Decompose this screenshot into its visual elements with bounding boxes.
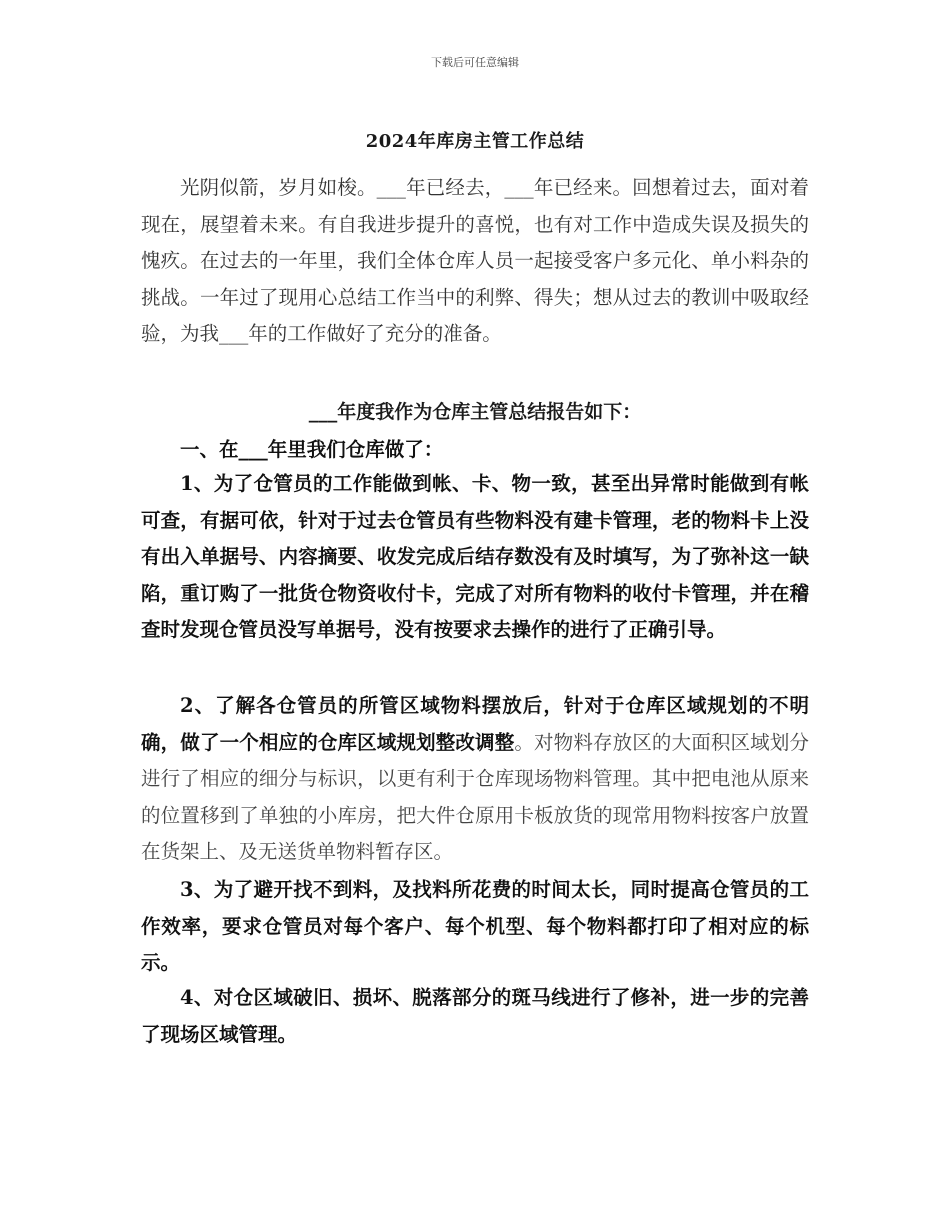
item-1-bold-text: 1、为了仓管员的工作能做到帐、卡、物一致，甚至出异常时能做到有帐可查，有据可依，针对于过去仓管员有些物料没有建卡管理，老的物料卡上没有出入单据号、内容摘要、收发完成后结存数没有及时填写，为了弥补这一缺陷，重订购了一批货仓物资收付卡，完成了对所有物料的收付卡管理，并在稽查时发现仓管员没写单据号，没有按要求去操作的进行了正确引导。 bbox=[141, 472, 809, 641]
report-subheading: ___年度我作为仓库主管总结报告如下： bbox=[308, 401, 642, 423]
item-1-paragraph bbox=[141, 466, 809, 649]
item-2-text: 。对物料存放区的大面积区域划分进行了相应的细分与标识，以更有利于仓库现场物料管理。其中把电池从原来的位置移到了单独的小库房，把大件仓原用卡板放货的现常用物料按客户放置在货架上、及无送货单物料暂存区。 bbox=[141, 730, 809, 863]
item-2-bold-text: 2、了解各仓管员的所管区域物料摆放后，针对于仓库区域规划的不明确，做了一个相应的仓库区域规划整改调整 bbox=[141, 694, 809, 754]
section-heading: 一、在___年里我们仓库做了： bbox=[180, 438, 444, 461]
item-2-paragraph bbox=[141, 688, 809, 871]
item-3-bold-text: 3、为了避开找不到料，及找料所花费的时间太长，同时提高仓管员的工作效率，要求仓管员对每个客户、每个机型、每个物料都打印了相对应的标示。 bbox=[141, 878, 809, 974]
document-title: 2024年库房主管工作总结 bbox=[365, 131, 585, 152]
item-3-block bbox=[141, 872, 809, 982]
item-4-paragraph bbox=[141, 980, 809, 1053]
item-4-block bbox=[141, 980, 809, 1053]
item-4-bold-text: 4、对仓区域破旧、损坏、脱落部分的斑马线进行了修补，进一步的完善了现场区域管理。 bbox=[141, 986, 809, 1046]
item-3-paragraph bbox=[141, 872, 809, 982]
intro-block bbox=[141, 170, 809, 353]
item-1-block bbox=[141, 466, 809, 649]
header-note: 下载后可任意编辑 bbox=[431, 56, 519, 69]
section-heading-block bbox=[141, 432, 809, 469]
item-2-block bbox=[141, 688, 809, 871]
intro-paragraph: 光阴似箭，岁月如梭。___年已经去，___年已经来。回想着过去，面对着现在，展望着未来。有自我进步提升的喜悦，也有对工作中造成失误及损失的愧疚。在过去的一年里，我们全体仓库人员一起接受客户多元化、单小料杂的挑战。一年过了现用心总结工作当中的利弊、得失；想从过去的教训中吸取经验，为我___年的工作做好了充分的准备。 bbox=[141, 176, 809, 345]
